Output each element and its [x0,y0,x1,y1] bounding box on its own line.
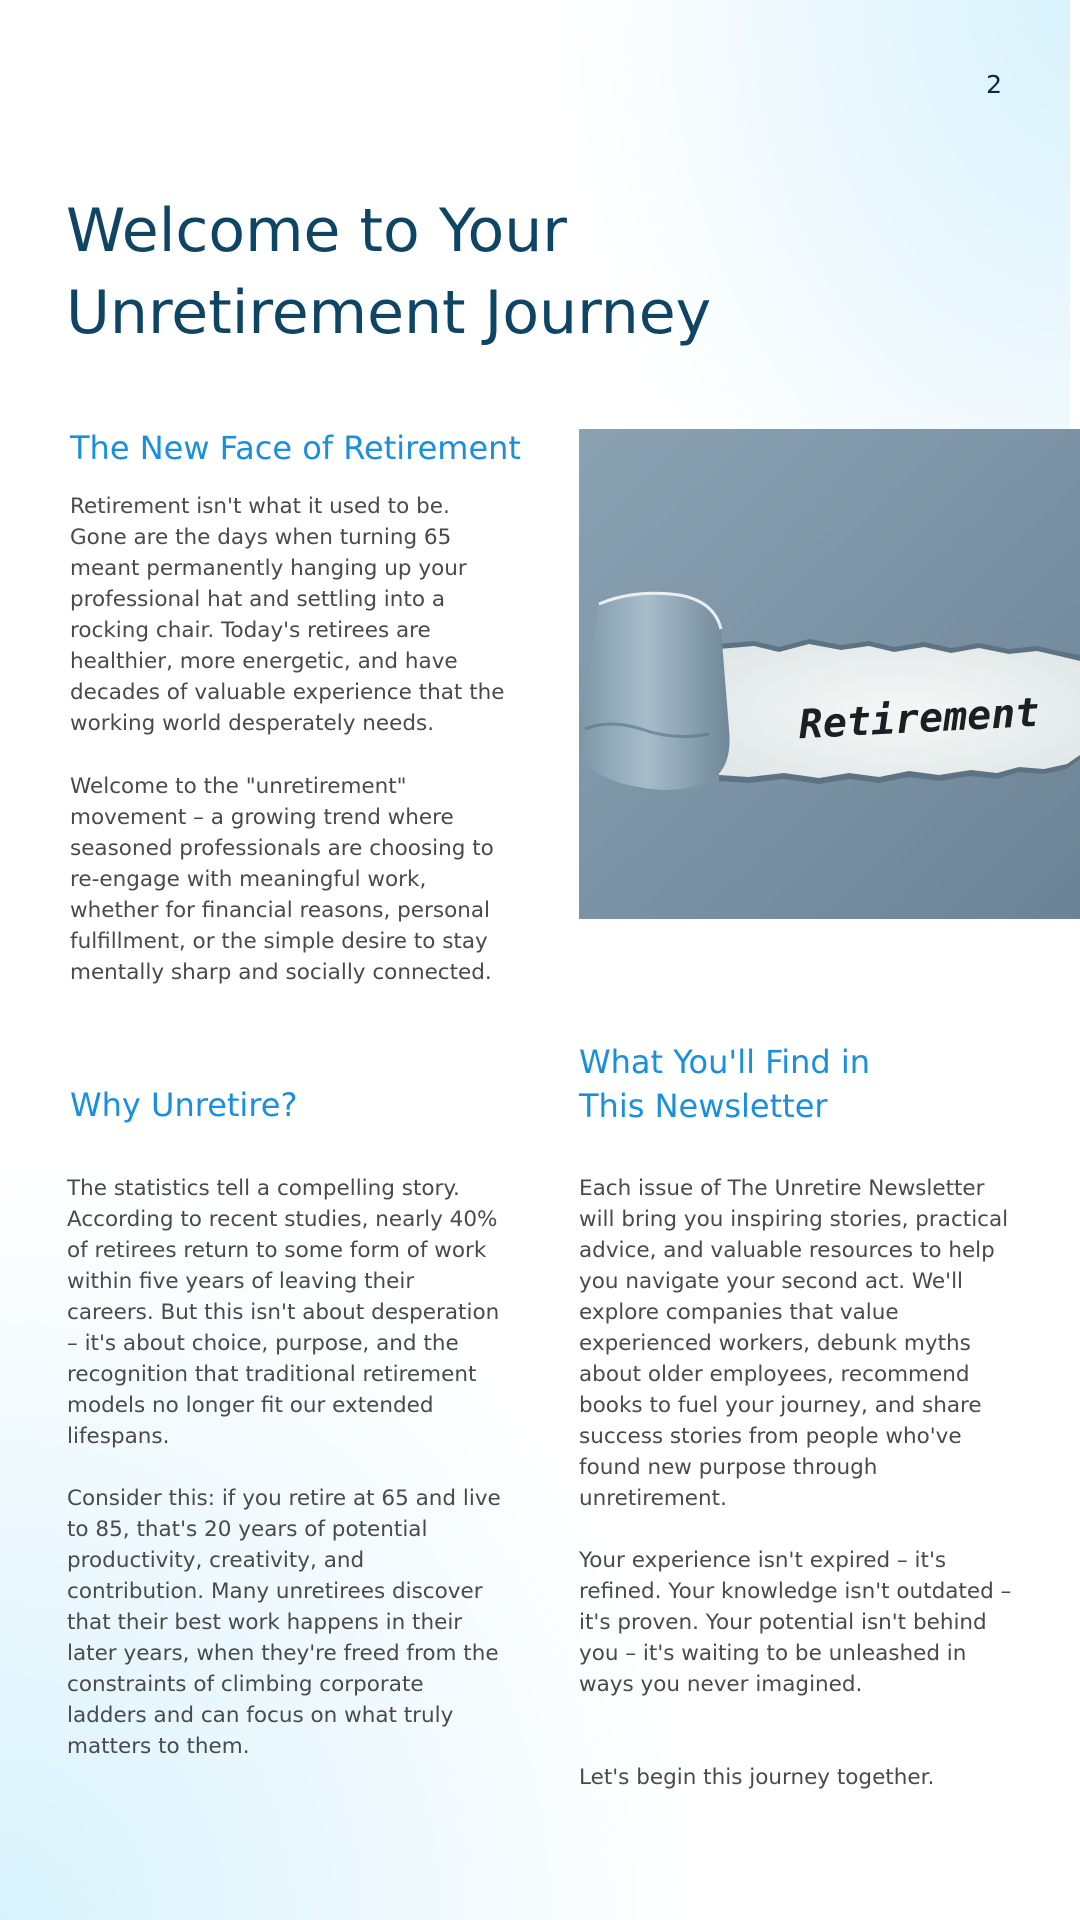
page-number: 2 [986,70,1002,99]
page-edge [1070,0,1080,1920]
paragraph-why-2: Consider this: if you retire at 65 and live to 85, that's 20 years of potential productivity, creativity, and contribution. Many unretirees discover that their best work happens in their later years, when they're freed from the constraints of climbing corporate ladders and can focus on what truly matters to them. [67,1486,501,1759]
image-caption: Retirement [797,689,1041,749]
paragraph-find-3: Let's begin this journey together. [579,1765,935,1790]
paragraph-why-1: The statistics tell a compelling story. According to recent studies, nearly 40% of retirees return to some form of work within five years of leaving their careers. But this isn't about desperation – it's about choice, purpose, and the recognition that traditional retirement models no longer fit our extended lifespans. [67,1176,500,1449]
paragraph-new-face-2: Welcome to the "unretirement" movement – a growing trend where seasoned professionals are choosing to re-engage with meaningful work, whether for financial reasons, personal fulfillment, or the simple desire to stay mentally sharp and socially connected. [70,774,494,985]
heading-why-unretire: Why Unretire? [70,1086,298,1124]
paragraph-find-2: Your experience isn't expired – it's refined. Your knowledge isn't outdated – it's proven. Your potential isn't behind you – it's waiting to be unleashed in ways you never imagined. [579,1548,1012,1697]
heading-new-face-of-retirement: The New Face of Retirement [70,429,521,467]
paragraph-new-face-1: Retirement isn't what it used to be. Gone are the days when turning 65 meant permanently hanging up your professional hat and settling into a rocking chair. Today's retirees are healthier, more energetic, and have decades of valuable experience that the working world desperately needs. [70,494,505,736]
heading-what-youll-find: What You'll Find in This Newsletter [579,1043,871,1125]
page-title: Welcome to Your Unretirement Journey [66,196,712,348]
torn-paper-retirement-image [579,429,1080,919]
paragraph-find-1: Each issue of The Unretire Newsletter will bring you inspiring stories, practical advice, and valuable resources to help you navigate your second act. We'll explore companies that value experienced workers, debunk myths about older employees, recommend books to fuel your journey, and share success stories from people who've found new purpose through unretirement. [579,1176,1009,1511]
